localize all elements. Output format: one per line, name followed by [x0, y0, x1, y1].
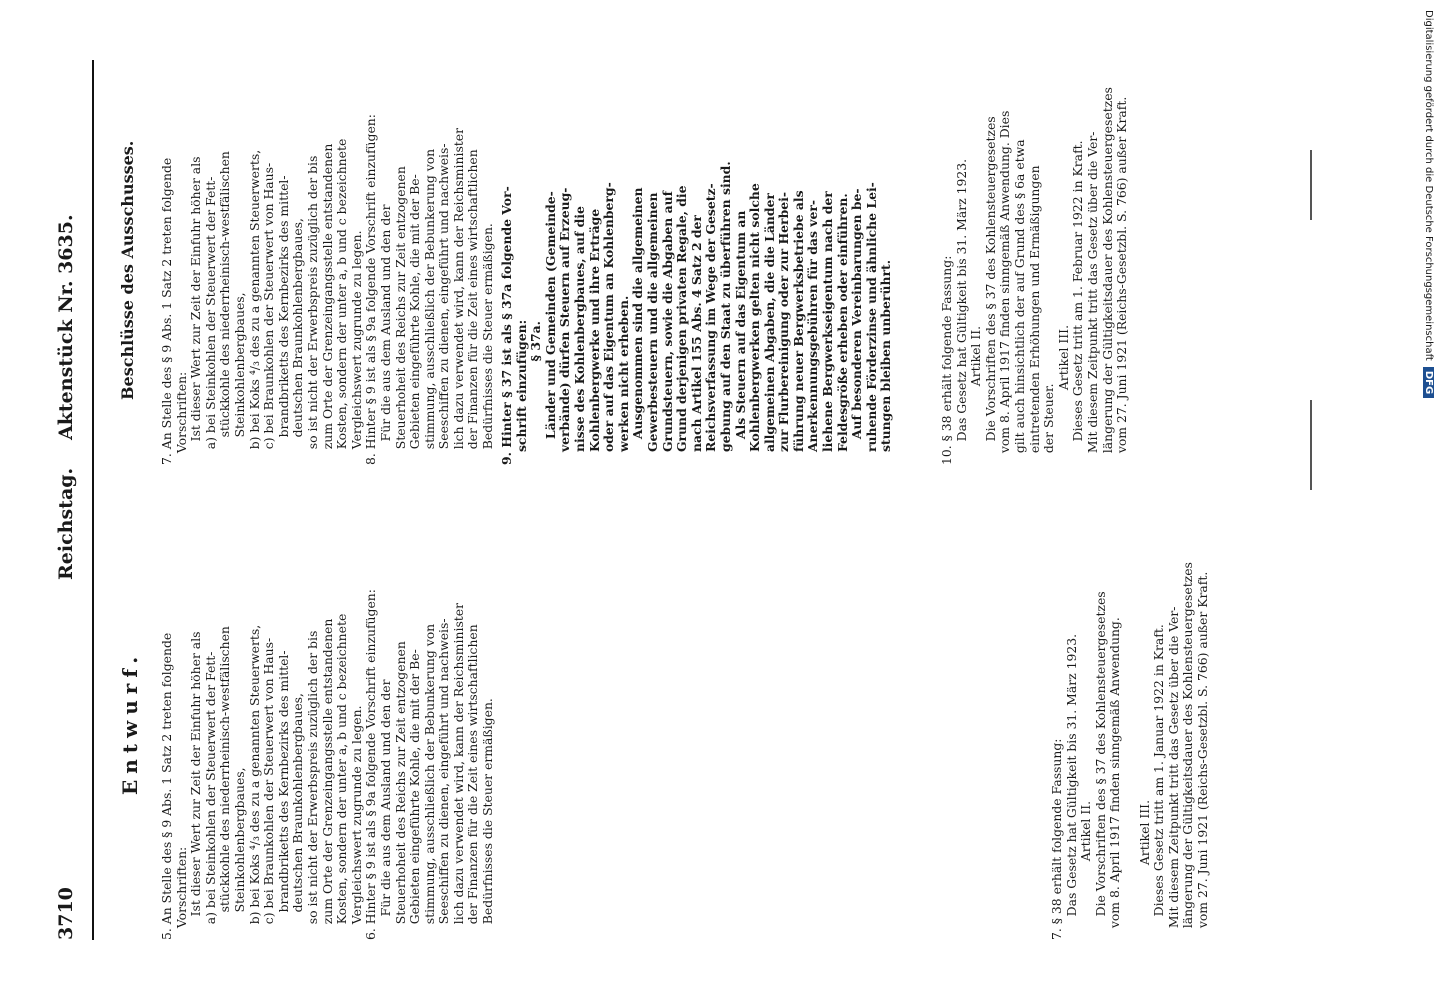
- text-line: liehene Bergwerkseigentum nach der: [820, 191, 836, 465]
- chamber-title: Reichstag.: [55, 467, 77, 580]
- text-line: Ausgenommen sind die allgemeinen: [630, 187, 646, 465]
- text-line: § 37a.: [528, 321, 544, 465]
- text-line: Grund derjenigen privaten Regale, die: [674, 185, 690, 465]
- text-line: stimmung, ausschließlich der Bebunkerung von: [421, 623, 437, 940]
- text-line: gebung auf den Staat zu überführen sind.: [717, 161, 733, 465]
- right-column-heading: Beschlüsse des Ausschusses.: [118, 140, 137, 400]
- document-reference: Aktenstück Nr. 3635.: [55, 214, 77, 440]
- footer-rule-left: [1310, 400, 1312, 490]
- text-line: Vorschriften:: [173, 371, 189, 465]
- text-line: gilt auch hinsichtlich der auf Grund des § 6a etwa: [1011, 139, 1027, 465]
- text-line: c) bei Braunkohlen der Steuerwert von Haus-: [261, 637, 277, 940]
- text-line: Anerkennungsgebühren für das ver-: [805, 200, 821, 465]
- text-line: [1123, 562, 1138, 940]
- text-line: a) bei Steinkohlen der Steuerwert der Fett-: [202, 176, 218, 465]
- text-line: Das Gesetz hat Gültigkeit bis 31. März 1923.: [1063, 633, 1079, 940]
- text-line: c) bei Braunkohlen der Steuerwert von Haus-: [261, 162, 277, 465]
- text-line: der Finanzen für die Zeit eines wirtschaftlichen: [465, 149, 481, 465]
- text-line: vom 8. April 1917 finden sinngemäß Anwendung. Dies: [997, 110, 1013, 465]
- text-line: 9. Hinter § 37 ist als § 37a folgende Vor-: [499, 186, 514, 465]
- text-line: Vorschriften:: [173, 846, 189, 940]
- text-line: deutschen Braunkohlenbergbaues,: [290, 693, 306, 940]
- text-line: Artikel II.: [968, 325, 984, 465]
- text-line: Steuerhoheit des Reichs zur Zeit entzogenen: [392, 641, 408, 940]
- text-line: Für die aus dem Ausland und den der: [377, 679, 393, 940]
- text-line: nach Artikel 155 Abs. 4 Satz 2 der: [688, 215, 704, 465]
- text-line: Für die aus dem Ausland und den der: [377, 204, 393, 465]
- text-line: stungen bleiben unberührt.: [878, 259, 894, 465]
- text-line: zum Orte der Grenzeingangsstelle entstandenen: [319, 618, 335, 940]
- text-line: Seeschiffen zu dienen, eingeführt und nachweis-: [436, 143, 452, 465]
- text-line: nisse des Kohlenbergbaues, auf die: [571, 206, 587, 465]
- text-line: der Finanzen für die Zeit eines wirtschaftlichen: [465, 624, 481, 940]
- text-line: lich dazu verwendet wird, kann der Reichsminister: [450, 602, 466, 940]
- text-line: Reichsverfassung im Wege der Gesetz-: [703, 183, 719, 465]
- text-line: stückkohle des niederrheinisch-westfälischen: [217, 626, 233, 940]
- text-line: Feldesgröße erheben oder einführen.: [834, 193, 850, 465]
- text-line: 5. An Stelle des § 9 Abs. 1 Satz 2 treten folgende: [159, 632, 174, 940]
- text-line: Artikel III.: [1055, 324, 1071, 465]
- text-line: Steinkohlenbergbaues,: [231, 292, 247, 465]
- text-line: führung neuer Bergwerksbetriebe als: [790, 190, 806, 465]
- right-column-lower-text: [940, 87, 1130, 465]
- text-line: Vergleichswert zugrunde zu legen.: [348, 230, 364, 465]
- text-line: Dieses Gesetz tritt am 1. Januar 1922 in Kraft.: [1151, 624, 1167, 940]
- text-line: stimmung, ausschließlich der Bebunkerung von: [421, 148, 437, 465]
- left-column-lower-text: [1050, 562, 1211, 940]
- text-line: der Steuer.: [1041, 383, 1057, 465]
- text-line: 8. Hinter § 9 ist als § 9a folgende Vorschrift einzufügen:: [363, 114, 379, 465]
- text-line: oder auf das Eigentum an Kohlenberg-: [601, 182, 617, 465]
- text-line: werken nicht erheben.: [615, 295, 631, 465]
- text-line: Steuerhoheit des Reichs zur Zeit entzogenen: [392, 166, 408, 465]
- text-line: Gewerbesteuern und die allgemeinen: [644, 192, 660, 465]
- text-line: brandbriketts des Kernbezirks des mittel-: [275, 175, 291, 465]
- text-line: Das Gesetz hat Gültigkeit bis 31. März 1923.: [953, 158, 969, 465]
- text-line: Ist dieser Wert zur Zeit der Einfuhr höher als: [188, 631, 204, 940]
- text-line: vom 27. Juni 1921 (Reichs-Gesetzbl. S. 766) außer Kraft.: [1114, 96, 1130, 465]
- text-line: Seeschiffen zu dienen, eingeführt und nachweis-: [436, 618, 452, 940]
- text-line: Artikel III.: [1136, 799, 1152, 940]
- text-line: Auf besonderen Vereinbarungen be-: [849, 188, 865, 465]
- text-line: Länder und Gemeinden (Gemeinde-: [542, 191, 558, 465]
- text-line: deutschen Braunkohlenbergbaues,: [290, 218, 306, 465]
- text-line: Gebieten eingeführte Kohle, die mit der Be-: [407, 649, 423, 940]
- text-line: Als Steuern auf das Eigentum an: [732, 210, 748, 465]
- text-line: längerung der Gültigkeitsdauer des Kohlensteuergesetzes: [1180, 562, 1196, 940]
- left-column-heading: Entwurf.: [118, 650, 142, 795]
- text-line: verbände) dürfen Steuern auf Erzeug-: [557, 187, 573, 465]
- text-line: Artikel II.: [1078, 800, 1094, 940]
- credit-text: Digitalisierung gefördert durch die Deutsche Forschungsgemeinschaft: [1423, 10, 1434, 361]
- text-line: vom 8. April 1917 finden sinngemäß Anwendung.: [1107, 617, 1123, 940]
- text-line: schrift einzufügen:: [513, 319, 529, 465]
- right-column-new-section: [500, 161, 894, 465]
- text-line: zur Flurbereinigung oder zur Herbei-: [776, 192, 792, 465]
- text-line: Mit diesem Zeitpunkt tritt das Gesetz über die Ver-: [1084, 131, 1100, 465]
- text-line: brandbriketts des Kernbezirks des mittel-: [275, 650, 291, 940]
- text-line: 6. Hinter § 9 ist als § 9a folgende Vorschrift einzufügen:: [363, 589, 379, 940]
- text-line: Kosten, sondern der unter a, b und c bezeichnete: [334, 613, 350, 940]
- left-column-upper-text: [160, 589, 496, 940]
- text-line: Bedürfnisses die Steuer ermäßigen.: [480, 223, 496, 465]
- text-line: Die Vorschriften des § 37 des Kohlensteuergesetzes: [982, 116, 998, 465]
- footer-rule-right: [1310, 150, 1312, 220]
- text-line: Ist dieser Wert zur Zeit der Einfuhr höher als: [188, 156, 204, 465]
- text-line: Bedürfnisses die Steuer ermäßigen.: [480, 698, 496, 940]
- text-line: Grundsteuern, sowie die Abgaben auf: [659, 191, 675, 465]
- text-line: so ist nicht der Erwerbspreis zuzüglich der bis: [304, 630, 320, 940]
- text-line: b) bei Koks ⁴/₃ des zu a genannten Steuerwerts,: [246, 624, 262, 940]
- text-line: Gebieten eingeführte Kohle, die mit der Be-: [407, 174, 423, 465]
- text-line: zum Orte der Grenzeingangsstelle entstandenen: [319, 143, 335, 465]
- text-line: eintretenden Erhöhungen und Ermäßigungen: [1026, 165, 1042, 465]
- text-line: so ist nicht der Erwerbspreis zuzüglich der bis: [304, 155, 320, 465]
- text-line: vom 27. Juni 1921 (Reichs-Gesetzbl. S. 766) außer Kraft.: [1194, 571, 1210, 940]
- dfg-logo: DFG: [1423, 367, 1434, 398]
- text-line: Mit diesem Zeitpunkt tritt das Gesetz über die Ver-: [1165, 606, 1181, 940]
- text-line: lich dazu verwendet wird, kann der Reichsminister: [450, 127, 466, 465]
- page-number: 3710: [55, 887, 77, 940]
- text-line: stückkohle des niederrheinisch-westfälischen: [217, 151, 233, 465]
- digitization-credit: [1408, 0, 1434, 1000]
- text-line: Kohlenbergwerke und ihre Erträge: [586, 208, 602, 465]
- text-line: Vergleichswert zugrunde zu legen.: [348, 705, 364, 940]
- text-line: 7. § 38 erhält folgende Fassung:: [1049, 738, 1064, 940]
- text-line: Steinkohlenbergbaues,: [231, 767, 247, 940]
- text-line: Kohlenbergwerken gelten nicht solche: [747, 183, 763, 465]
- text-line: allgemeinen Abgaben, die die Länder: [761, 193, 777, 465]
- text-line: ruhende Förderzinse und ähnliche Lei-: [863, 182, 879, 465]
- text-line: 10. § 38 erhält folgende Fassung:: [939, 255, 954, 465]
- text-line: Dieses Gesetz tritt am 1. Februar 1922 in Kraft.: [1070, 140, 1086, 465]
- header-rule: [92, 60, 94, 940]
- text-line: längerung der Gültigkeitsdauer des Kohlensteuergesetzes: [1099, 87, 1115, 465]
- text-line: b) bei Koks ⁴/₃ des zu a genannten Steuerwerts,: [246, 149, 262, 465]
- text-line: Kosten, sondern der unter a, b und c bezeichnete: [334, 138, 350, 465]
- text-line: a) bei Steinkohlen der Steuerwert der Fett-: [202, 651, 218, 940]
- text-line: 7. An Stelle des § 9 Abs. 1 Satz 2 treten folgende: [159, 157, 174, 465]
- text-line: Die Vorschriften des § 37 des Kohlensteuergesetzes: [1092, 591, 1108, 940]
- right-column-upper-text: [160, 114, 496, 465]
